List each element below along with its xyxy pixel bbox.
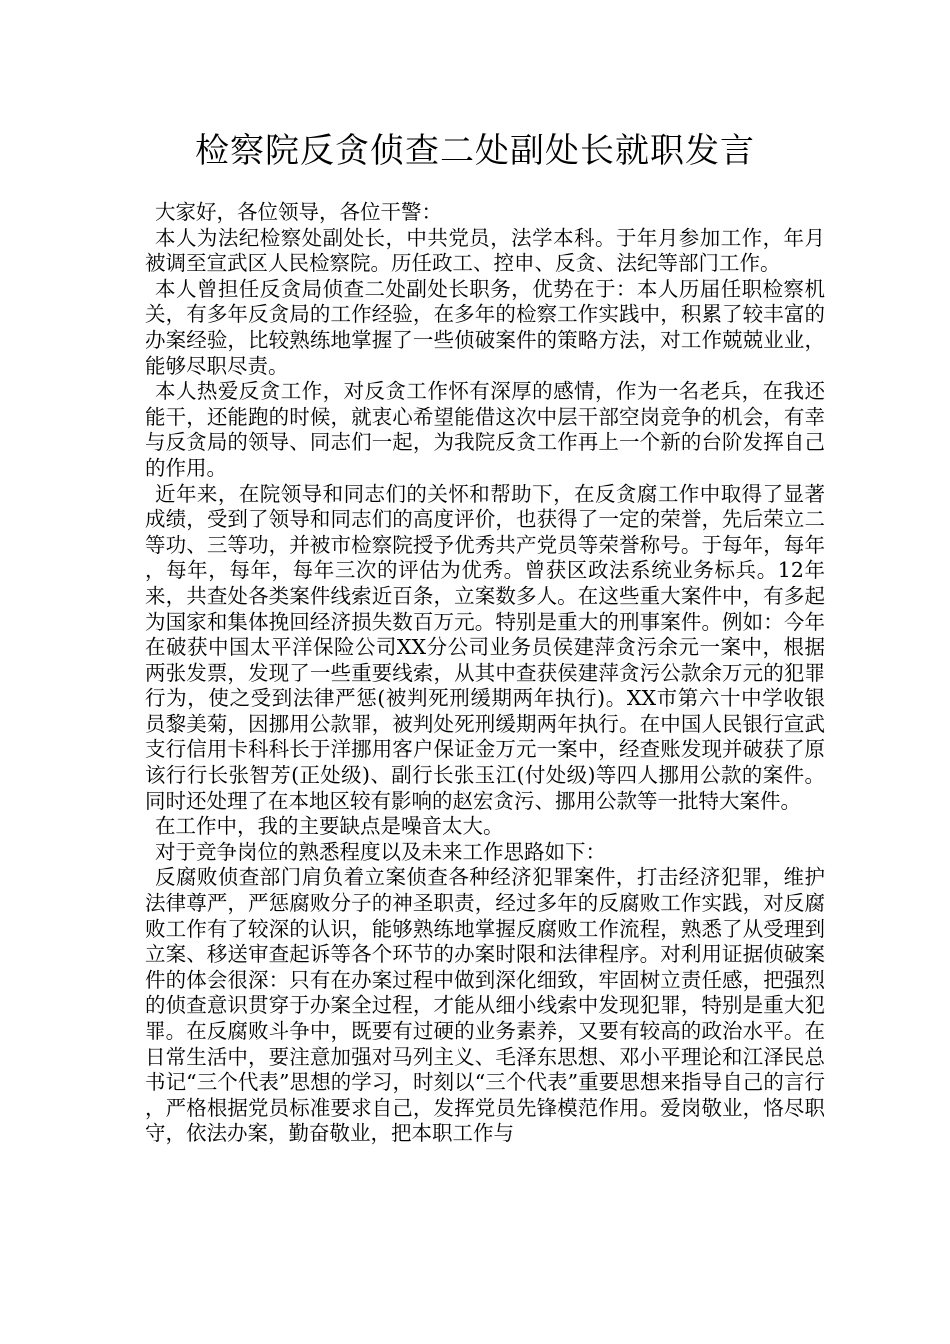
greeting-paragraph: 大家好，各位领导，各位干警： [155,200,442,224]
achievements-paragraph: 近年来，在院领导和同志们的关怀和帮助下，在反贪腐工作中取得了显著成绩，受到了领导和同志们的高度评价，也获得了一定的荣誉，先后荣立二等功、三等功，并被市检察院授予优秀共产党员等荣誉称号。于每年，每年，每年，每年，每年三次的评估为优秀。曾获区政法系统业务标兵。12年来，共查处各类案件线索近百条，立案数多人。在这些重大案件中，有多起为国家和集体挽回经济损失数百万元。特别是重大的刑事案件。例如：今年在破获中国太平洋保险公司XX分公司业务员侯建萍贪污余元一案中，根据两张发票，发现了一些重要线索，从其中查获侯建萍贪污公款余万元的犯罪行为，使之受到法律严惩(被判死刑缓期两年执行)。XX市第六十中学收银员黎美菊，因挪用公款罪，被判处死刑缓期两年执行。在中国人民银行宣武支行信用卡科科长于洋挪用客户保证金万元一案中，经查账发现并破获了原该行行长张智芳(正处级)、副行长张玉江(付处级)等四人挪用公款的案件。同时还处理了在本地区较有影响的赵宏贪污、挪用公款等一批特大案件。 [145,481,825,813]
document-body [145,200,825,1147]
motivation-paragraph: 本人热爱反贪工作，对反贪工作怀有深厚的感情，作为一名老兵，在我还能干，还能跑的时候，就衷心希望能借这次中层干部空岗竞争的机会，有幸与反贪局的领导、同志们一起，为我院反贪工作再上一个新的台阶发挥自己的作用。 [145,379,825,480]
work-plan-paragraph: 反腐败侦查部门肩负着立案侦查各种经济犯罪案件，打击经济犯罪，维护法律尊严，严惩腐败分子的神圣职责，经过多年的反腐败工作实践，对反腐败工作有了较深的认识，能够熟练地掌握反腐败工作流程，熟悉了从受理到立案、移送审查起诉等各个环节的办案时限和法律程序。对利用证据侦破案件的体会很深：只有在办案过程中做到深化细致，牢固树立责任感，把强烈的侦查意识贯穿于办案全过程，才能从细小线索中发现犯罪，特别是重大犯罪。在反腐败斗争中，既要有过硬的业务素养，又要有较高的政治水平。在日常生活中，要注意加强对马列主义、毛泽东思想、邓小平理论和江泽民总书记“三个代表”思想的学习，时刻以“三个代表”重要思想来指导自己的言行，严格根据党员标准要求自己，发挥党员先锋模范作用。爱岗敬业，恪尽职守，依法办案，勤奋敬业，把本职工作与 [145,865,825,1146]
advantages-paragraph: 本人曾担任反贪局侦查二处副处长职务，优势在于：本人历届任职检察机关，有多年反贪局的工作经验，在多年的检察工作实践中，积累了较丰富的办案经验，比较熟练地掌握了一些侦破案件的策略方法，对工作兢兢业业，能够尽职尽责。 [145,276,825,378]
plan-intro-paragraph: 对于竞争岗位的熟悉程度以及未来工作思路如下： [155,839,606,864]
self-introduction-paragraph: 本人为法纪检察处副处长，中共党员，法学本科。于年月参加工作，年月被调至宣武区人民检察院。历任政工、控申、反贪、法纪等部门工作。 [145,225,825,276]
document-title: 检察院反贪侦查二处副处长就职发言 [195,131,755,171]
shortcomings-paragraph: 在工作中，我的主要缺点是噪音太大。 [155,814,504,839]
